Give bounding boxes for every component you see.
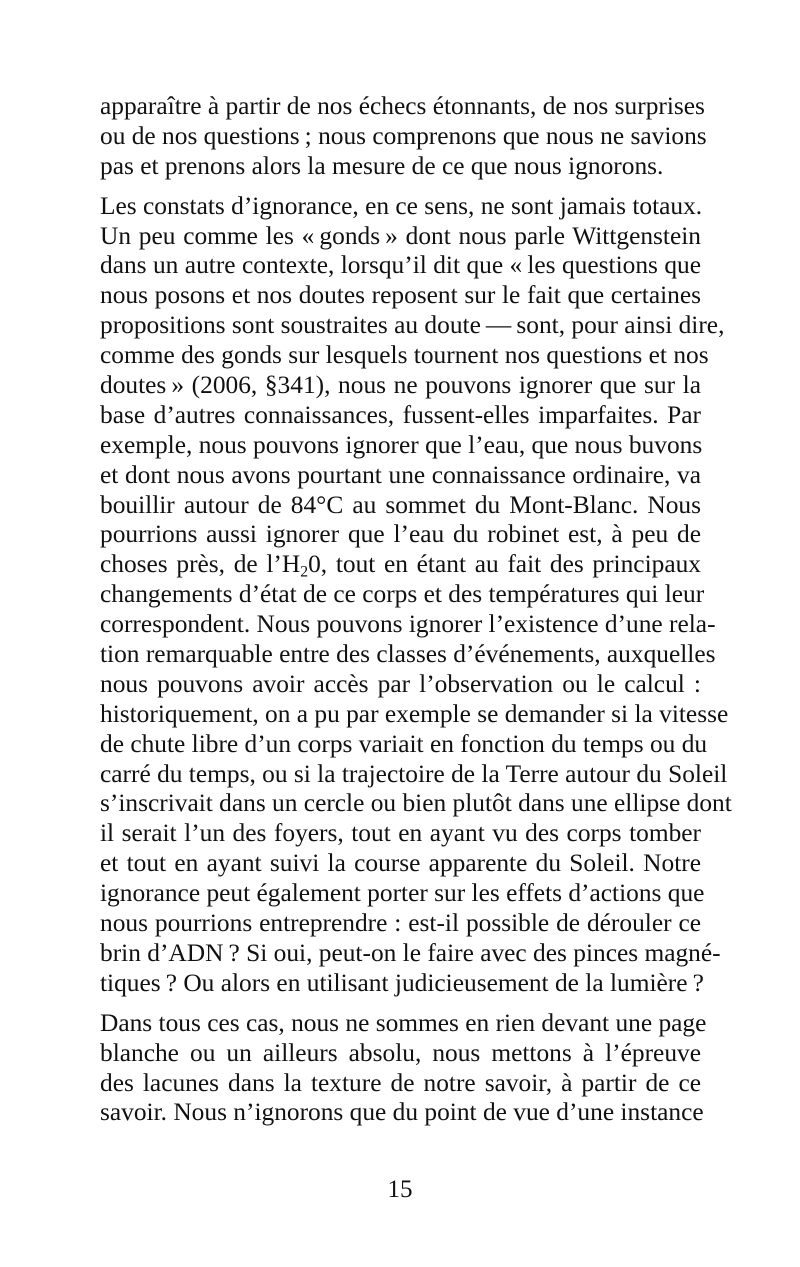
text-line: savoir. Nous n’ignorons que du point de vue d’une instance [100,1098,704,1127]
text-line: il serait l’un des foyers, tout en ayant vu des corps tomber [100,819,701,848]
text-line: pas et prenons alors la mesure de ce que nous ignorons. [100,151,664,180]
text-line: Dans tous ces cas, nous ne sommes en rien devant une page [100,1008,707,1037]
text-line: et dont nous avons pourtant une connaissance ordinaire, va [100,460,701,489]
text-line: dans un autre contexte, lorsqu’il dit que « les questions que [100,251,701,280]
text-line: bouillir autour de 84°C au sommet du Mont-Blanc. Nous [100,490,701,519]
text-line: tiques ? Ou alors en utilisant judicieusement de la lumière ? [100,968,704,997]
text-line: nous pourrions entreprendre : est-il possible de dérouler ce [100,909,701,938]
text-line: nous posons et nos doutes reposent sur le fait que certaines [100,281,701,310]
text-line: et tout en ayant suivi la course apparente du Soleil. Notre [100,849,701,878]
subscript: 2 [300,564,309,582]
text-line: ignorance peut également porter sur les effets d’actions que [100,879,705,908]
text-line: correspondent. Nous pouvons ignorer l’existence d’une rela- [100,610,716,639]
text-line: brin d’ADN ? Si oui, peut-on le faire avec des pinces magné- [100,938,721,967]
text-line: Un peu comme les « gonds » dont nous parle Wittgenstein [100,221,701,250]
text-line: blanche ou un ailleurs absolu, nous mettons à l’épreuve [100,1038,701,1067]
text-line: des lacunes dans la texture de notre savoir, à partir de ce [100,1068,701,1097]
text-line: tion remarquable entre des classes d’événements, auxquelles [100,640,716,669]
page-body [100,92,732,1138]
text-line: ou de nos questions ; nous comprenons que nous ne savions [100,121,707,150]
text-segment: 0, tout en étant au fait des principaux [308,550,701,579]
text-line: apparaître à partir de nos échecs étonnants, de nos surprises [100,92,705,120]
text-line: historiquement, on a pu par exemple se demander si la vitesse [100,699,729,728]
text-line: de chute libre d’un corps variait en fonction du temps ou du [100,729,708,758]
text-line: Les constats d’ignorance, en ce sens, ne sont jamais totaux. [100,191,703,220]
text-segment: choses près, de l’H [100,550,301,579]
text-line: s’inscrivait dans un cercle ou bien plutôt dans une ellipse dont [100,789,732,818]
paragraph [100,92,707,182]
text-line: nous pouvons avoir accès par l’observation ou le calcul : [100,669,701,698]
page-number: 15 [387,1176,413,1203]
text-line: doutes » (2006, §341), nous ne pouvons ignorer que sur la [100,371,701,400]
text-line: pourrions aussi ignorer que l’eau du robinet est, à peu de [100,520,701,549]
text-line [100,550,701,580]
text-line: base d’autres connaissances, fussent-elles imparfaites. Par [100,400,701,429]
text-line: carré du temps, ou si la trajectoire de la Terre autour du Soleil [100,759,728,788]
text-line: changements d’état de ce corps et des températures qui leur [100,580,705,609]
text-line: comme des gonds sur lesquels tournent nos questions et nos [100,341,709,370]
paragraph [100,1008,707,1129]
text-line: propositions sont soustraites au doute — sont, pour ainsi dire, [100,311,725,340]
paragraph [100,191,732,999]
text-line: exemple, nous pouvons ignorer que l’eau, que nous buvons [100,430,703,459]
